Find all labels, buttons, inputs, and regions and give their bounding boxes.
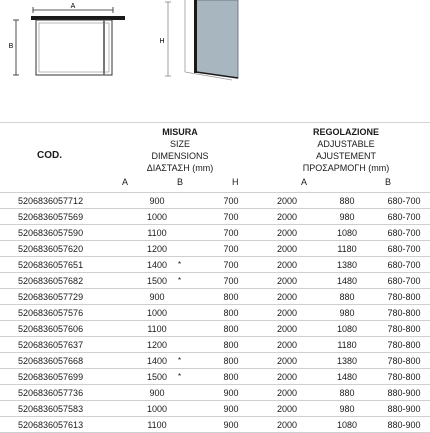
cell-a: 1400: [136, 257, 178, 273]
size-header-en: SIZE: [169, 139, 190, 149]
cell-a-note: [178, 321, 204, 337]
cell-a: 1000: [136, 209, 178, 225]
cell-b: 700: [204, 193, 258, 209]
col-header-adj-a: A: [301, 177, 308, 187]
cell-code: 5206836057712: [0, 193, 136, 209]
cell-a-note: [178, 241, 204, 257]
adjustable-header-gr: ΠΡΟΣΑΡΜΟΓΗ (mm): [302, 163, 390, 173]
table-row: [0, 401, 430, 417]
table-row: [0, 417, 430, 433]
plan-label-a: A: [70, 3, 76, 10]
cell-code: 5206836057651: [0, 257, 136, 273]
cell-h: 2000: [258, 417, 316, 433]
table-row: [0, 273, 430, 289]
header-divider: [0, 122, 430, 123]
cell-adj-b: 880-900: [378, 401, 430, 417]
cell-adj-a: 880: [316, 289, 378, 305]
cell-a-note: *: [178, 353, 204, 369]
table-row: [0, 353, 430, 369]
cell-b: 800: [204, 337, 258, 353]
cell-b: 800: [204, 369, 258, 385]
cell-a-note: [178, 401, 204, 417]
cell-a: 1500: [136, 273, 178, 289]
adjustable-header-it: REGOLAZIONE: [312, 127, 379, 137]
cell-adj-b: 780-800: [378, 369, 430, 385]
elevation-view-diagram: [159, 0, 238, 80]
cell-a-note: [178, 225, 204, 241]
cell-a: 1100: [136, 225, 178, 241]
cell-adj-a: 1380: [316, 257, 378, 273]
cell-adj-a: 1480: [316, 369, 378, 385]
cell-code: 5206836057613: [0, 417, 136, 433]
table-row: [0, 369, 430, 385]
cell-code: 5206836057576: [0, 305, 136, 321]
cell-adj-b: 880-900: [378, 385, 430, 401]
table-row: [0, 289, 430, 305]
cell-a-note: *: [178, 273, 204, 289]
cell-a-note: [178, 337, 204, 353]
table-row: [0, 193, 430, 209]
cell-code: 5206836057729: [0, 289, 136, 305]
cell-adj-b: 780-800: [378, 321, 430, 337]
cell-b: 800: [204, 353, 258, 369]
cell-h: 2000: [258, 257, 316, 273]
cell-a-note: [178, 209, 204, 225]
cell-b: 800: [204, 289, 258, 305]
cell-adj-a: 1480: [316, 273, 378, 289]
cell-adj-a: 980: [316, 209, 378, 225]
cell-adj-a: 1080: [316, 321, 378, 337]
cell-code: 5206836057569: [0, 209, 136, 225]
cell-b: 700: [204, 257, 258, 273]
table-row: [0, 241, 430, 257]
cell-a: 1400: [136, 353, 178, 369]
cell-a: 1000: [136, 305, 178, 321]
cell-a: 900: [136, 193, 178, 209]
col-header-b: B: [177, 177, 184, 187]
plan-view-diagram: [9, 3, 125, 75]
product-table: [0, 192, 430, 433]
cell-a: 1200: [136, 241, 178, 257]
cell-h: 2000: [258, 305, 316, 321]
cell-adj-a: 980: [316, 401, 378, 417]
cell-a-note: *: [178, 369, 204, 385]
cell-a: 1200: [136, 337, 178, 353]
col-header-h: H: [232, 177, 239, 187]
cell-h: 2000: [258, 193, 316, 209]
table-row: [0, 321, 430, 337]
cell-adj-b: 880-900: [378, 417, 430, 433]
cell-b: 800: [204, 321, 258, 337]
plan-label-b: B: [8, 43, 14, 50]
cell-adj-a: 1180: [316, 337, 378, 353]
cell-a-note: [178, 193, 204, 209]
cell-code: 5206836057590: [0, 225, 136, 241]
cell-adj-b: 680-700: [378, 273, 430, 289]
cell-a-note: *: [178, 257, 204, 273]
size-header-fr: DIMENSIONS: [151, 151, 209, 161]
cell-a: 900: [136, 289, 178, 305]
cell-b: 700: [204, 209, 258, 225]
elev-label-h: H: [159, 38, 165, 45]
adjustable-header-fr: AJUSTEMENT: [315, 151, 376, 161]
adjustable-header-en: ADJUSTABLE: [317, 139, 375, 149]
cell-code: 5206836057736: [0, 385, 136, 401]
cell-b: 900: [204, 385, 258, 401]
cell-adj-b: 780-800: [378, 289, 430, 305]
cell-b: 900: [204, 401, 258, 417]
cell-adj-b: 680-700: [378, 241, 430, 257]
cell-adj-a: 880: [316, 385, 378, 401]
table-row: [0, 305, 430, 321]
cell-h: 2000: [258, 273, 316, 289]
cell-adj-a: 880: [316, 193, 378, 209]
cell-a-note: [178, 305, 204, 321]
cell-a-note: [178, 289, 204, 305]
technical-drawings: [0, 0, 430, 120]
cell-code: 5206836057637: [0, 337, 136, 353]
cell-a: 1100: [136, 321, 178, 337]
col-header-a: A: [122, 177, 129, 187]
cell-adj-b: 780-800: [378, 305, 430, 321]
cell-h: 2000: [258, 289, 316, 305]
cell-b: 900: [204, 417, 258, 433]
cell-code: 5206836057606: [0, 321, 136, 337]
cell-code: 5206836057699: [0, 369, 136, 385]
size-header-it: MISURA: [162, 127, 198, 137]
cell-code: 5206836057583: [0, 401, 136, 417]
cell-h: 2000: [258, 209, 316, 225]
size-header: [130, 126, 230, 174]
cell-h: 2000: [258, 337, 316, 353]
cell-code: 5206836057620: [0, 241, 136, 257]
cell-a: 1000: [136, 401, 178, 417]
cell-a: 1100: [136, 417, 178, 433]
cell-b: 700: [204, 241, 258, 257]
cell-adj-b: 680-700: [378, 209, 430, 225]
cell-b: 800: [204, 305, 258, 321]
table-row: [0, 225, 430, 241]
cell-adj-a: 1080: [316, 225, 378, 241]
cell-h: 2000: [258, 385, 316, 401]
cell-b: 700: [204, 273, 258, 289]
table-row: [0, 257, 430, 273]
cell-a: 1500: [136, 369, 178, 385]
cell-code: 5206836057682: [0, 273, 136, 289]
table-row: [0, 385, 430, 401]
cell-h: 2000: [258, 321, 316, 337]
cell-b: 700: [204, 225, 258, 241]
size-header-gr: ΔΙΑΣΤΑΣΗ (mm): [146, 163, 214, 173]
cell-h: 2000: [258, 225, 316, 241]
cell-a-note: [178, 385, 204, 401]
cell-h: 2000: [258, 401, 316, 417]
cell-adj-a: 1180: [316, 241, 378, 257]
cell-h: 2000: [258, 241, 316, 257]
cell-adj-a: 1380: [316, 353, 378, 369]
cell-code: 5206836057668: [0, 353, 136, 369]
cell-adj-a: 1080: [316, 417, 378, 433]
cell-adj-b: 780-800: [378, 353, 430, 369]
cell-adj-b: 780-800: [378, 337, 430, 353]
cell-adj-b: 680-700: [378, 225, 430, 241]
adjustable-header: [286, 126, 406, 174]
table-row: [0, 337, 430, 353]
cell-adj-a: 980: [316, 305, 378, 321]
cell-a-note: [178, 417, 204, 433]
cell-h: 2000: [258, 353, 316, 369]
cell-h: 2000: [258, 369, 316, 385]
cell-adj-b: 680-700: [378, 193, 430, 209]
cell-a: 900: [136, 385, 178, 401]
table-row: [0, 209, 430, 225]
cell-adj-b: 680-700: [378, 257, 430, 273]
col-header-adj-b: B: [385, 177, 392, 187]
code-column-header: COD.: [37, 150, 62, 161]
